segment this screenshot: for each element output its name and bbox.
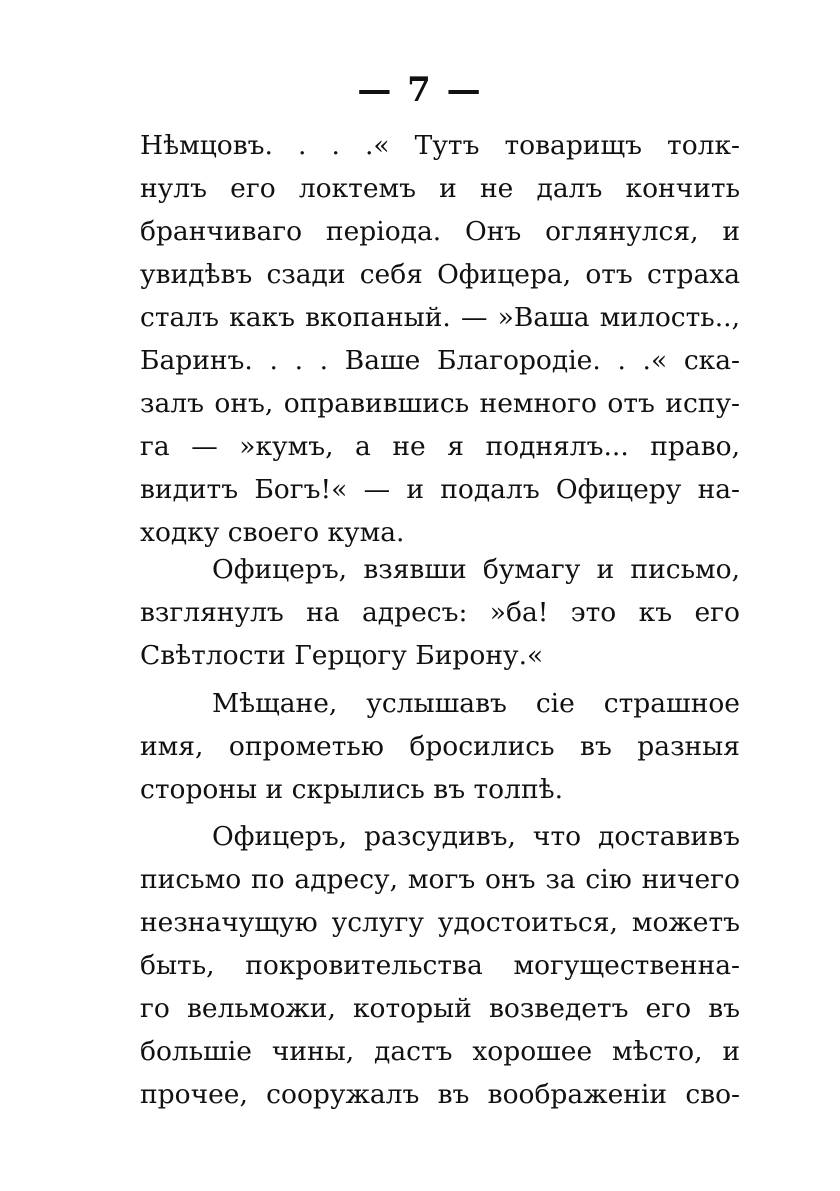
- text-line: письмо по адресу, могъ онъ за сію ничего: [140, 864, 740, 895]
- paragraph-4: [140, 815, 740, 1116]
- paragraph-2: [140, 548, 740, 677]
- text-line: увидѣвъ сзади себя Офицера, отъ страха: [140, 259, 740, 290]
- page-number: — 7 —: [357, 70, 483, 110]
- text-line: Баринъ. . . . Ваше Благородіе. . .« ска-: [140, 345, 740, 376]
- text-line: сталъ какъ вкопаный. — »Ваша милость..,: [140, 302, 740, 333]
- text-line: незначущую услугу удостоиться, можетъ: [140, 907, 740, 938]
- text-line: го вельможи, который возведетъ его въ: [140, 993, 740, 1024]
- text-line: залъ онъ, оправившись немного отъ испу-: [140, 388, 740, 419]
- text-line: га — »кумъ, а не я поднялъ... право,: [140, 431, 740, 462]
- paragraph-1: [140, 124, 740, 554]
- text-line: Мѣщане, услышавъ сіе страшное: [212, 688, 740, 719]
- text-line: имя, опрометью бросились въ разныя: [140, 731, 740, 762]
- text-line: видитъ Богъ!« — и подалъ Офицеру на-: [140, 474, 740, 505]
- text-line: Нѣмцовъ. . . .« Тутъ товарищъ толк-: [140, 130, 740, 161]
- text-line: Офицеръ, разсудивъ, что доставивъ: [212, 821, 740, 852]
- text-line: ходку своего кума.: [140, 517, 405, 548]
- text-line: взглянулъ на адресъ: »ба! это къ его: [140, 597, 740, 628]
- text-line: нулъ его локтемъ и не далъ кончить: [140, 173, 740, 204]
- text-line: бранчиваго періода. Онъ оглянулся, и: [140, 216, 740, 247]
- text-line: большіе чины, дастъ хорошее мѣсто, и: [140, 1036, 740, 1067]
- text-line: Свѣтлости Герцогу Бирону.«: [140, 640, 544, 671]
- text-line: быть, покровительства могущественна-: [140, 950, 740, 981]
- paragraph-3: [140, 682, 740, 811]
- text-line: прочее, сооружалъ въ воображеніи сво-: [140, 1079, 740, 1110]
- text-line: Офицеръ, взявши бумагу и письмо,: [212, 554, 740, 585]
- text-line: стороны и скрылись въ толпѣ.: [140, 774, 564, 805]
